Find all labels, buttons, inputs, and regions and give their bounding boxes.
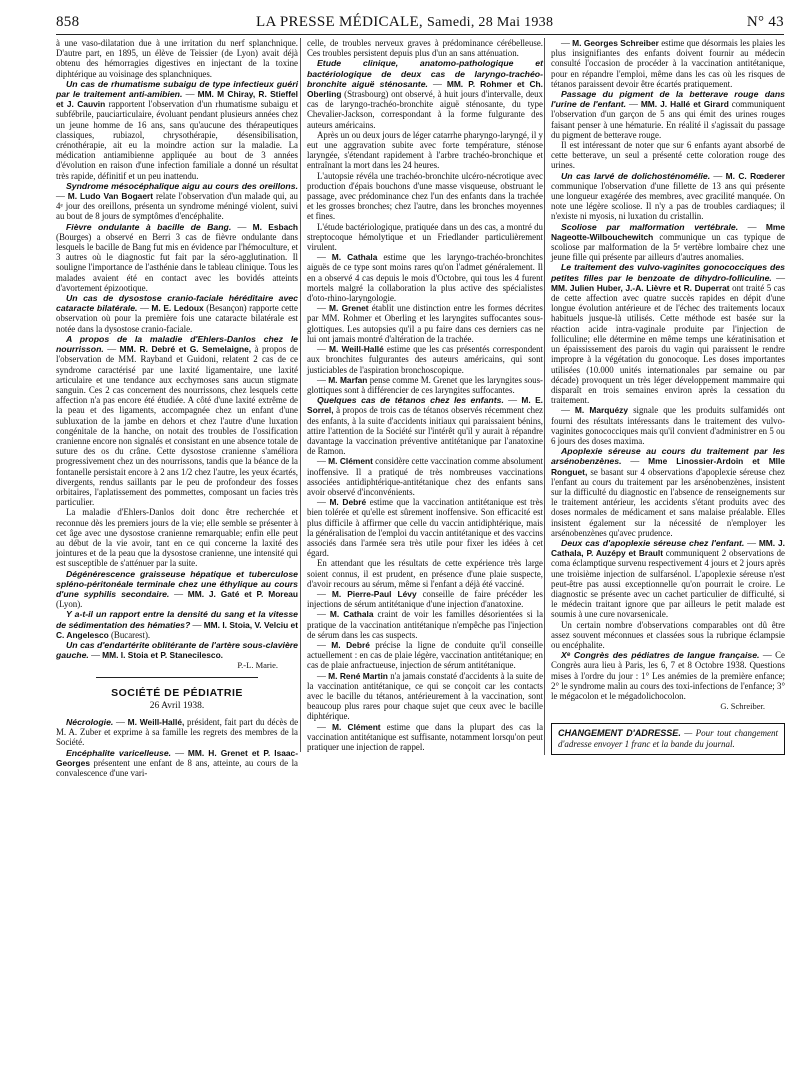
article: Dégénérescence graisseuse hépatique et tuberculose spléno-péritonéale terminale chez une éthylique au cours d'une syphilis secondaire. — MM. J. Gaté et P. Moreau (Lyon). bbox=[56, 568, 299, 610]
article-text: (Bourges) a observé en Berri 3 cas de fièvre ondulante dans lesquels le bacille de Bang fut mis en évidence par l'hémoculture, et 3 autres où le diagnostic fut fait par la séro-agglutination. Il souligne l'importance de l'asthénie dans le tableau clinique. Tous les malades avaient été en contact avec les bovidés atteints d'avortement épizootique. bbox=[56, 231, 298, 293]
article-text: présentent une enfant de 8 ans, atteinte, au cours de la convalescence d'une vari- bbox=[56, 757, 298, 779]
comment: — M. Debré précise la ligne de conduite qu'il conseille actuellement : en cas de plaie légère, vaccination antitétanique; en cas de plaie anfractueuse, injection de sérum antitétanique. bbox=[307, 639, 543, 671]
journal-title bbox=[256, 14, 553, 31]
article-text: Ce Congrès aura lieu à Paris, les 6, 7 et 8 Octobre 1938. Questions mises à l'ordre du jour : 1° Les anémies de la première enfance; 2° le syndrome malin au cours des toxi-infections de l'enfance; 3° le mégacolon et le mégadolichocolon. bbox=[551, 650, 785, 701]
authors: M. E. Ledoux bbox=[151, 303, 204, 314]
article-text: à propos de l'observation de MM. Rayband et Guidoni, relatent 2 cas de ce syndrome caractérisé par une laxité ligamentaire, une laxité articulaire et une tendance aux ecchymoses sans aucun stigmate sanguin. Ces 2 cas concernent des nourrissons, chez lesquels cette affection n'a pas encore été étudiée. A côté d'une laxité extrême de la peau et des ligaments, accompagnée chez un enfant d'une subluxation de la jambe en dehors et chez l'autre d'une luxation congénitale de la hanche, on notait des troubles de l'ossification cranienne encore non signalés et consistant en une absence totale de suture des os du crâne. Cette dysostose cranienne s'améliora progressivement chez un des nourrissons, tandis que la béance de la fontanelle persistait encore à 2 ans 1/2 chez l'autre, les yeux écartés, divergents, rendus saillants par le peu de profondeur des fosses orbitaires, l'aplatissement des pommettes, composant un facies très particulier. bbox=[56, 344, 299, 508]
comment: — M. Weill-Hallé estime que les cas présentés correspondent aux bronchites fulgurantes des auteurs américains, qui sont justiciables de l'aspiration bronchoscopique. bbox=[307, 344, 544, 375]
comment-text: pense comme M. Grenet que les laryngites sous-glottiques sont à différencier de ces laryngites suffocantes. bbox=[307, 374, 544, 395]
article: Le traitement des vulvo-vaginites gonococciques des petites filles par le benzoate de dihydro-folliculine. — MM. Julien Huber, J.-A. Lièvre et R. Duperrat ont traité 5 cas de cette affection avec quatre succès rapides en dépit d'une longue évolution antérieure et de l'échec des traitements locaux habituels jusque-là utilisés. Cette méthode est basée sur la réaction acide intra-vaginale produite par l'injection de folliculine; elle détermine en même temps une kératinisation et un épaississement des parois du vagin qui paraissent le rendre impropre à la végétation du gonocoque. Les doses importantes utilisées (10.000 unités internationales par semaine ou par décade) provoquent un très léger développement mammaire qui disparaît en trois semaines environ après la cessation du traitement. bbox=[551, 262, 786, 406]
authors: M. Weill-Hallé bbox=[329, 344, 384, 355]
article-title: Un cas larvé de dolichosténomélie. bbox=[561, 170, 711, 181]
article-title: Passage du pigment de la betterave rouge dans l'urine de l'enfant. bbox=[551, 89, 785, 110]
authors: M. Clément bbox=[332, 721, 381, 732]
comment-text: précise la ligne de conduite qu'il conseille actuellement : en cas de plaie légère, vaccination antitétanique; en cas de plaie anfractueuse, injection de sérum antitétanique. bbox=[307, 639, 543, 671]
article-text: communiquent 2 observations de coma éclamptique survenu respectivement 4 jours et 2 jours après une troisième injection de sulfarsénol. L'apoplexie séreuse n'est peut-être pas aussi exceptionnelle qu'on pourrait le croire. Le diagnostic se présente avec un cachet particulier de difficulté, si le médecin traitant ignore que par ailleurs le petit malade est soumis à une cure novarsenicale. bbox=[551, 548, 785, 620]
article-text: (Bucarest). bbox=[110, 629, 151, 640]
journal-name: LA PRESSE MÉDICALE, bbox=[256, 14, 423, 30]
authors: M. Esbach bbox=[252, 221, 299, 232]
authors: MM. I. Stoia et P. Stanecilesco. bbox=[102, 650, 224, 661]
article-title: Encéphalite varicelleuse. bbox=[66, 747, 172, 758]
authors: MM. H. Grenet et P. Isaac-Georges bbox=[56, 747, 298, 768]
article: Xᵉ Congrès des pédiatres de langue française. — Ce Congrès aura lieu à Paris, les 6, 7 et 8 Octobre 1938. Questions mises à l'ordre du jour : 1° Les anémies de la première enfance; 2° le syndrome malin au cours des toxi-infections de l'enfance; 3° le mégacolon et le mégadolichocolon. bbox=[551, 650, 785, 701]
authors: M. Debré bbox=[329, 497, 367, 508]
article: Etude clinique, anatomo-pathologique et bactériologique de deux cas de laryngo-trachéo-bronchite aiguë sténosante. — MM. P. Rohmer et Ch. Oberling (Strasbourg) ont observé, à huit jours d'intervalle, deux cas de laryngo-trachéo-bronchite aiguë sténosante, du type Chevalier-Jackson, correspondant à la forme fulgurante des auteurs américains. bbox=[307, 58, 543, 130]
section-title: SOCIÉTÉ DE PÉDIATRIE bbox=[111, 686, 243, 699]
authors: M. Marfan bbox=[328, 374, 368, 385]
page-number: 858 bbox=[56, 14, 80, 30]
article-text: communique un cas typique de scoliose par malformation de la 5ᵉ vertèbre lombaire chez une jeune fille qui présente par ailleurs d'autres anomalies. bbox=[551, 231, 785, 263]
paragraph: Après un ou deux jours de léger catarrhe pharyngo-laryngé, il y eut une aggravation subite avec forte température, sténose laryngée, s'étendant rapidement à l'arbre trachéo-bronchique et entraînant la mort dans les 24 heures. bbox=[307, 129, 543, 171]
authors: M. Marquézy bbox=[574, 405, 629, 416]
comment: — M. Georges Schreiber estime que désormais les plaies les plus insignifiantes des enfants doivent fournir au médecin consulté l'occasion de procéder à la vaccination antitétanique, pour en répandre l'emploi, même dans les cas où les risques de tétanos paraissent devoir être écartés pratiquement. bbox=[551, 38, 786, 89]
article-title: A propos de la maladie d'Ehlers-Danlos chez le nourrisson. bbox=[56, 333, 298, 355]
issue-date: Samedi, 28 Mai 1938 bbox=[427, 15, 554, 30]
authors: MM. J. Gaté et P. Moreau bbox=[187, 588, 299, 599]
notice-title: CHANGEMENT D'ADRESSE. bbox=[558, 728, 681, 739]
authors: M. Grenet bbox=[329, 303, 369, 314]
paragraph: L'autopsie révéla une trachéo-bronchite ulcéro-nécrotique avec production d'épais bouchons d'une masse visqueuse, obstruant le passage, avec prédominance chez l'un des enfants dans la trachée et les grosses bronches; chez l'autre, dans les bronches moyennes et fines. bbox=[307, 170, 543, 222]
comment-text: estime que désormais les plaies les plus insignifiantes des enfants doivent fournir au médecin consulté l'occasion de procéder à la vaccination antitétanique, pour en répandre l'emploi, même dans les cas où les risques de tétanos paraissent devoir être écartés pratiquement. bbox=[551, 38, 786, 89]
comment-text: signale que les produits sulfamidés ont fourni des résultats intéressants dans le traitement des vulvo-vaginites gonococciques mais qu'il convient d'administrer en 5 ou 6 jours des doses maxima. bbox=[551, 405, 785, 446]
comment-text: n'a jamais constaté d'accidents à la suite de la vaccination antitétanique, ce qui se conçoit car les contacts avec le bacille du tétanos, antérieurement à la vaccination, sont beaucoup plus rares pour chaque sujet que ceux avec le bacille diphtérique. bbox=[307, 670, 544, 722]
comment-text: établit une distinction entre les formes décrites par MM. Rohmer et Oberling et les laryngites suffocantes sous-glottiques. Les autopsies qu'il a pu faire dans ces derniers cas ne lui ont jamais montré d'altération de la trachée. bbox=[307, 303, 543, 344]
article-text: (Besançon) rapporte cette observation où pour la première fois une cataracte bilatérale est notée dans la dysostose cranio-faciale. bbox=[56, 303, 298, 334]
authors: Mme Nageotte-Wilbouchewitch bbox=[551, 221, 785, 242]
authors: M. C. Rœderer bbox=[725, 170, 785, 181]
authors: M. E. Sorrel, bbox=[307, 395, 543, 416]
paragraph: Il est intéressant de noter que sur 6 enfants ayant absorbé de cette betterave, un seul a présenté cette coloration rouge des urines. bbox=[551, 140, 785, 171]
article-text: à propos de trois cas de tétanos observés récemment chez des enfants, à la suite d'accidents initiaux qui paraissaient bénins, attire l'attention de la Société sur l'intérêt qu'il y aurait à répandre davantage la vaccination préventive antitétanique par l'anatoxine de Ramon. bbox=[307, 405, 543, 457]
comment: — M. Cathala craint de voir les familles désorientées si la pratique de la vaccination antitétanique n'empêche pas l'injection de sérum dans les cas suspects. bbox=[307, 609, 544, 640]
paragraph: Un certain nombre d'observations comparables ont dû être assez souvent méconnues et classées sous la rubrique éclampsie ou encéphalite. bbox=[551, 619, 785, 650]
column-3 bbox=[544, 38, 785, 755]
authors: MM. P. Rohmer et Ch. Oberling bbox=[307, 78, 543, 100]
article-title: Dégénérescence graisseuse hépatique et tuberculose spléno-péritonéale terminale chez une éthylique au cours d'une syphilis secondaire. bbox=[56, 568, 298, 599]
article-text: relate l'observation d'un malade qui, au 4ᵉ jour des oreillons, présenta un syndrome méningé violent, suivi au bout de 8 jours de symptômes d'encéphalite. bbox=[56, 191, 298, 222]
divider bbox=[96, 677, 258, 678]
article-title: Deux cas d'apoplexie séreuse chez l'enfant. bbox=[561, 537, 745, 548]
comment: — M. Debré estime que la vaccination antitétanique est très bien tolérée et qu'elle est sûrement inoffensive. Son efficacité est plus difficile à affirmer que celle du vaccin antidiphtérique, mais la généralisation de l'emploi du vaccin antitétanique et des vaccins associés dans l'armée sera très utile pour fixer les idées à cet égard. bbox=[307, 497, 544, 559]
article-title: Apoplexie séreuse au cours du traitement par les arsénobenzènes. bbox=[551, 446, 785, 467]
article-title: Nécrologie. bbox=[66, 717, 114, 727]
signature: G. Schreiber. bbox=[720, 701, 765, 712]
page-header bbox=[56, 14, 784, 35]
article-text: (Lyon). bbox=[56, 599, 83, 610]
comment: — M. René Martin n'a jamais constaté d'accidents à la suite de la vaccination antitétanique, ce qui se conçoit car les contacts avec le bacille du tétanos, antérieurement à la vaccination, sont beaucoup plus rares pour chaque sujet que ceux avec le bacille diphtérique. bbox=[307, 670, 544, 722]
comment: — M. Marfan pense comme M. Grenet que les laryngites sous-glottiques sont à différencier de ces laryngites suffocantes. bbox=[307, 374, 544, 395]
authors: MM. M Chiray, R. Stieffel et J. Cauvin bbox=[56, 89, 298, 110]
comment: — M. Marquézy signale que les produits sulfamidés ont fourni des résultats intéressants dans le traitement des vulvo-vaginites gonococciques mais qu'il convient d'administrer en 5 ou 6 jours des doses maxima. bbox=[551, 405, 785, 446]
comment: — M. Clément estime que dans la plupart des cas la vaccination antitétanique est suffisante, notamment lorsqu'on peut pratiquer une injection de rappel. bbox=[307, 721, 544, 753]
issue-number: N° 43 bbox=[746, 14, 784, 30]
article: Un cas d'endartérite oblitérante de l'artère sous-clavière gauche. — MM. I. Stoia et P. Stanecilesco. bbox=[56, 639, 298, 661]
comment-text: estime que dans la plupart des cas la vaccination antitétanique est suffisante, notamment lorsqu'on peut pratiquer une injection de rappel. bbox=[307, 721, 544, 753]
article-title: Xᵉ Congrès des pédiatres de langue française. bbox=[561, 650, 760, 661]
authors: M. Georges Schreiber bbox=[572, 38, 659, 48]
signature: P.-L. Marie. bbox=[237, 660, 278, 671]
paragraph: La maladie d'Ehlers-Danlos doit donc être recherchée et reconnue dès les premiers jours de la vie; elle semble se présenter à cet âge avec une dysostose cranienne remarquable; enfin elle peut au début de la vie avoir, tant en ce qui concerne la laxité des jointures et de la peau que la dysostose cranienne, une intensité qui est susceptible de s'atténuer par la suite. bbox=[56, 507, 298, 569]
article-text: communiquent l'observation d'un garçon de 5 ans qui émit des urines rouges faisant penser à une hématurie. En réalité il s'agissait du passage du pigment de betterave rouge. bbox=[551, 99, 786, 140]
comment: — M. Grenet établit une distinction entre les formes décrites par MM. Rohmer et Oberling et les laryngites suffocantes sous-glottiques. Les autopsies qu'il a pu faire dans ces derniers cas ne lui ont jamais montré d'altération de la trachée. bbox=[307, 303, 543, 344]
article: Un cas larvé de dolichosténomélie. — M. C. Rœderer communique l'observation d'une fillette de 13 ans qui présente une longueur exagérée des membres, avec gracilité manquée. On note une légère scoliose. Il n'y a pas de troubles cardiaques; il n'existe ni myosis, ni luxation du cristallin. bbox=[551, 170, 785, 222]
comment: — M. Clément considère cette vaccination comme absolument inoffensive. Il a pratiqué de très nombreuses vaccinations associées antidiphtérique-antitétanique chez des enfants sans avoir observé d'inconvénients. bbox=[307, 456, 543, 497]
paragraph: à une vaso-dilatation due à une irritation du nerf splanchnique. D'autre part, en 1895, un élève de Teissier (de Lyon) avait déjà obtenu des hémorragies digestives en injectant de la toxine diphtérique au voisinage des splanchniques. bbox=[56, 38, 298, 79]
article: Apoplexie séreuse au cours du traitement par les arsénobenzènes. — Mme Linossier-Ardoin et Mlle Ronguet, se basant sur 4 observations d'apoplexie séreuse chez l'enfant au cours du traitement par les arsénobenzènes, insistent sur la difficulté du diagnostic en l'absence de renseignements sur le traitement antérieur, les accidents s'étant produits avec des doses normales de médicament et sans malaise préalable. Elles insistent également sur la nécessité de n'employer les arsénobenzènes qu'avec prudence. bbox=[551, 446, 785, 538]
article-title: Quelques cas de tétanos chez les enfants. bbox=[317, 395, 504, 406]
article-title: Un cas de dysostose cranio-faciale héréditaire avec cataracte bilatérale. bbox=[56, 293, 298, 314]
article: Syndrome mésocéphalique aigu au cours des oreillons. — M. Ludo Van Bogaert relate l'observation d'un malade qui, au 4ᵉ jour des oreillons, présenta un syndrome méningé violent, suivi au bout de 8 jours de symptômes d'encéphalite. bbox=[56, 180, 298, 222]
article: Passage du pigment de la betterave rouge dans l'urine de l'enfant. — MM. J. Hallé et Girard communiquent l'observation d'un garçon de 5 ans qui émit des urines rouges faisant penser à une hématurie. En réalité il s'agissait du passage du pigment de betterave rouge. bbox=[551, 89, 786, 140]
notice-text: Pour tout changement d'adresse envoyer 1 franc et la bande du journal. bbox=[558, 728, 778, 750]
comment-text: conseille de faire précéder les injections de sérum antitétanique d'une injection d'anatoxine. bbox=[307, 588, 544, 610]
article: Un cas de rhumatisme subaigu de type infectieux guéri par le traitement anti-amibien. — MM. M Chiray, R. Stieffel et J. Cauvin rapportent l'observation d'un rhumatisme subaigu et subfébrile, pauciarticulaire, évoluant pendant plusieurs années chez un jeune homme de 16 ans, sans qu'aucune des thérapeutiques classiques, rubiazol, chrysothérapie, désensibilisation, crénothérapie, ait eu la moindre action sur la maladie. La médication antiamibienne appliquée au bout de 3 années d'évolution en raison d'une infection familiale a donné un résultat très rapide, définitif et un peu inattendu. bbox=[56, 78, 298, 181]
article-title: Le traitement des vulvo-vaginites gonococciques des petites filles par le benzoate de dihydro-folliculine. bbox=[551, 262, 785, 283]
authors: Mme Linossier-Ardoin et Mlle Ronguet, bbox=[551, 456, 785, 477]
article: Encéphalite varicelleuse. — MM. H. Grenet et P. Isaac-Georges présentent une enfant de 8 ans, atteinte, au cours de la convalescence d'une vari- bbox=[56, 747, 298, 779]
authors: M. Ludo Van Bogaert bbox=[67, 191, 154, 202]
authors: M. René Martin bbox=[328, 670, 388, 681]
article-title: Y a-t-il un rapport entre la densité du sang et la vitesse de sédimentation des hématies? bbox=[56, 609, 298, 630]
article-title: Fièvre ondulante à bacille de Bang. bbox=[66, 221, 232, 232]
article-title: Syndrome mésocéphalique aigu au cours des oreillons. bbox=[66, 180, 298, 191]
authors: M. Cathala bbox=[329, 609, 374, 620]
article: Nécrologie. — M. Weill-Hallé, président, fait part du décès de M. A. Zuber et exprime à sa famille les regrets des membres de la Société. bbox=[56, 717, 299, 748]
comment: — M. Cathala estime que les laryngo-trachéo-bronchites aiguës de ce type sont moins rares qu'on l'admet généralement. Il en a observé 4 cas depuis le mois d'Octobre, qui tous les 4 furent mortels malgré la collaboration la plus active des spécialistes d'oto-rhino-laryngologie. bbox=[307, 252, 544, 304]
authors: MM. J. Cathala, P. Auzépy et Brault bbox=[551, 537, 786, 559]
article-text: président, fait part du décès de M. A. Zuber et exprime à sa famille les regrets des membres de la Société. bbox=[56, 717, 299, 748]
authors: M. Debré bbox=[331, 639, 370, 650]
article-title: Un cas d'endartérite oblitérante de l'artère sous-clavière gauche. bbox=[56, 639, 298, 661]
article: Fièvre ondulante à bacille de Bang. — M. Esbach (Bourges) a observé en Berri 3 cas de fièvre ondulante dans lesquels le bacille de Bang fut mis en évidence par l'hémoculture, et 3 autres où le diagnostic fut fait par la séro-agglutination. Il souligne l'importance de l'asthénie dans le tableau clinique. Tous les malades avaient été en contact avec les bovidés atteints d'avortement épizootique. bbox=[56, 221, 299, 293]
paragraph: celle, de troubles nerveux graves à prédominance cérébelleuse. Ces troubles persistent depuis plus d'un an sans atténuation. bbox=[307, 38, 543, 59]
authors: M. Weill-Hallé, bbox=[127, 717, 185, 727]
article: A propos de la maladie d'Ehlers-Danlos chez le nourrisson. — MM. R. Debré et G. Semelaigne, à propos de l'observation de MM. Rayband et Guidoni, relatent 2 cas de ce syndrome caractérisé par une laxité ligamentaire, une laxité articulaire et une tendance aux ecchymoses sans aucun stigmate sanguin. Ces 2 cas concernent des nourrissons, chez lesquels cette affection n'a pas encore été étudiée. A côté d'une laxité extrême de la peau et des ligaments, accompagnée chez un enfant d'une subluxation de la jambe en dehors et chez l'autre d'une luxation congénitale de la hanche, on notait des troubles de l'ossification cranienne encore non signalés et consistant en une absence totale de suture des os du crâne. Cette dysostose cranienne s'améliora progressivement chez un des nourrissons, tandis que la béance de la fontanelle persistait encore à 2 ans 1/2 chez l'autre, les yeux écartés, divergents, rendus saillants par le peu de profondeur des fosses orbitaires, l'aplatissement des pommettes, composant un facies très particulier. bbox=[56, 333, 299, 508]
paragraph: En attendant que les résultats de cette expérience très large soient connus, il est prudent, en présence d'une plaie suspecte, d'avoir recours au sérum, même si l'enfant a déjà été vacciné. bbox=[307, 558, 543, 589]
column-2 bbox=[300, 38, 543, 752]
article: Scoliose par malformation vertébrale. — Mme Nageotte-Wilbouchewitch communique un cas typique de scoliose par malformation de la 5ᵉ vertèbre lombaire chez une jeune fille qui présente par ailleurs d'autres anomalies. bbox=[551, 221, 785, 263]
comment-text: estime que la vaccination antitétanique est très bien tolérée et qu'elle est sûrement inoffensive. Son efficacité est plus difficile à affirmer que celle du vaccin antidiphtérique, mais la généralisation de l'emploi du vaccin antitétanique et des vaccins associés dans l'armée sera très utile pour fixer les idées à cet égard. bbox=[307, 497, 544, 559]
article-title: Scoliose par malformation vertébrale. bbox=[561, 221, 739, 232]
section-date: 26 Avril 1938. bbox=[149, 700, 205, 711]
article: Deux cas d'apoplexie séreuse chez l'enfant. — MM. J. Cathala, P. Auzépy et Brault communiquent 2 observations de coma éclamptique survenu respectivement 4 jours et 2 jours après une troisième injection de sulfarsénol. L'apoplexie séreuse n'est peut-être pas aussi exceptionnelle qu'on pourrait le croire. Le diagnostic se présente avec un cachet particulier de difficulté, si le médecin traitant ignore que par ailleurs le petit malade est soumis à une cure novarsenicale. bbox=[551, 537, 786, 620]
comment-text: craint de voir les familles désorientées si la pratique de la vaccination antitétanique n'empêche pas l'injection de sérum dans les cas suspects. bbox=[307, 609, 544, 640]
paragraph: L'étude bactériologique, pratiquée dans un des cas, a montré du streptocoque hémolytique et un Friedlander particulièrement virulent. bbox=[307, 221, 543, 253]
comment-text: estime que les laryngo-trachéo-bronchites aiguës de ce type sont moins rares qu'on l'admet généralement. Il en a observé 4 cas depuis le mois d'Octobre, qui tous les 4 furent mortels malgré la collaboration la plus active des spécialistes d'oto-rhino-laryngologie. bbox=[307, 252, 544, 304]
article-text: rapportent l'observation d'un rhumatisme subaigu et subfébrile, pauciarticulaire, évoluant pendant plusieurs années chez un jeune homme de 16 ans, sans qu'aucune des thérapeutiques classiques, rubiazol, chrysothérapie, désensibilisation, crénothérapie, ait eu la moindre action sur la maladie. La médication antiamibienne appliquée au bout de 3 années d'évolution en raison d'une infection familiale a donné un résultat très rapide, définitif et un peu inattendu. bbox=[56, 99, 298, 181]
article: Quelques cas de tétanos chez les enfants. — M. E. Sorrel, à propos de trois cas de tétanos observés récemment chez des enfants, à la suite d'accidents initiaux qui paraissaient bénins, attire l'attention de la Société sur l'intérêt qu'il y aurait à répandre davantage la vaccination préventive antitétanique par l'anatoxine de Ramon. bbox=[307, 395, 543, 457]
article-title: Etude clinique, anatomo-pathologique et bactériologique de deux cas de laryngo-trachéo-bronchite aiguë sténosante. bbox=[307, 58, 543, 89]
comment: — M. Pierre-Paul Lévy conseille de faire précéder les injections de sérum antitétanique d'une injection d'anatoxine. bbox=[307, 588, 544, 610]
article: Y a-t-il un rapport entre la densité du sang et la vitesse de sédimentation des hématies? — MM. I. Stoia, V. Velciu et C. Angelesco (Bucarest). bbox=[56, 609, 299, 640]
article: Un cas de dysostose cranio-faciale héréditaire avec cataracte bilatérale. — M. E. Ledoux (Besançon) rapporte cette observation où pour la première fois une cataracte bilatérale est notée dans la dysostose cranio-faciale. bbox=[56, 293, 298, 334]
authors: MM. J. Hallé et Girard bbox=[640, 99, 729, 110]
article-text: ont traité 5 cas de cette affection avec quatre succès rapides en dépit d'une longue évolution antérieure et de l'échec des traitements locaux habituels jusque-là utilisés. Cette méthode est basée sur la réaction acide intra-vaginale produite par l'injection de folliculine; elle détermine en même temps une kératinisation et un épaississement des parois du vagin qui paraissent le rendre impropre à la végétation du gonocoque. Les doses importantes utilisées (10.000 unités internationales par semaine ou par décade) provoquent un très léger développement mammaire qui disparaît en trois semaines environ après la cessation du traitement. bbox=[551, 282, 786, 406]
authors: MM. R. Debré et G. Semelaigne, bbox=[119, 344, 252, 355]
comment-text: considère cette vaccination comme absolument inoffensive. Il a pratiqué de très nombreuses vaccinations associées antidiphtérique-antitétanique chez des enfants sans avoir observé d'inconvénients. bbox=[307, 456, 543, 497]
article-text: communique l'observation d'une fillette de 13 ans qui présente une longueur exagérée des membres, avec gracilité manquée. On note une légère scoliose. Il n'y a pas de troubles cardiaques; il n'existe ni myosis, ni luxation du cristallin. bbox=[551, 180, 785, 222]
authors: M. Clément bbox=[328, 456, 373, 467]
authors: M. Pierre-Paul Lévy bbox=[331, 588, 417, 599]
authors: M. Cathala bbox=[331, 252, 378, 263]
article-title: Un cas de rhumatisme subaigu de type infectieux guéri par le traitement anti-amibien. bbox=[56, 78, 298, 100]
column-1 bbox=[56, 38, 298, 778]
article-text: se basant sur 4 observations d'apoplexie séreuse chez l'enfant au cours du traitement par les arsénobenzènes, insistent sur la difficulté du diagnostic en l'absence de renseignements sur le traitement antérieur, les accidents s'étant produits avec des doses normales de médicament et sans malaise préalable. Elles insistent également sur la nécessité de n'employer les arsénobenzènes qu'avec prudence. bbox=[551, 466, 785, 538]
authors: MM. Julien Huber, J.-A. Lièvre et R. Duperrat bbox=[551, 282, 730, 293]
article-text: (Strasbourg) ont observé, à huit jours d'intervalle, deux cas de laryngo-trachéo-bronchite aiguë sténosante, du type Chevalier-Jackson, correspondant à la forme fulgurante des auteurs américains. bbox=[307, 89, 543, 130]
notice-box: CHANGEMENT D'ADRESSE. — Pour tout changement d'adresse envoyer 1 franc et la bande du journal. bbox=[551, 723, 785, 755]
comment-text: estime que les cas présentés correspondent aux bronchites fulgurantes des auteurs américains, qui sont justiciables de l'aspiration bronchoscopique. bbox=[307, 344, 544, 375]
authors: MM. I. Stoia, V. Velciu et C. Angelesco bbox=[56, 619, 299, 640]
